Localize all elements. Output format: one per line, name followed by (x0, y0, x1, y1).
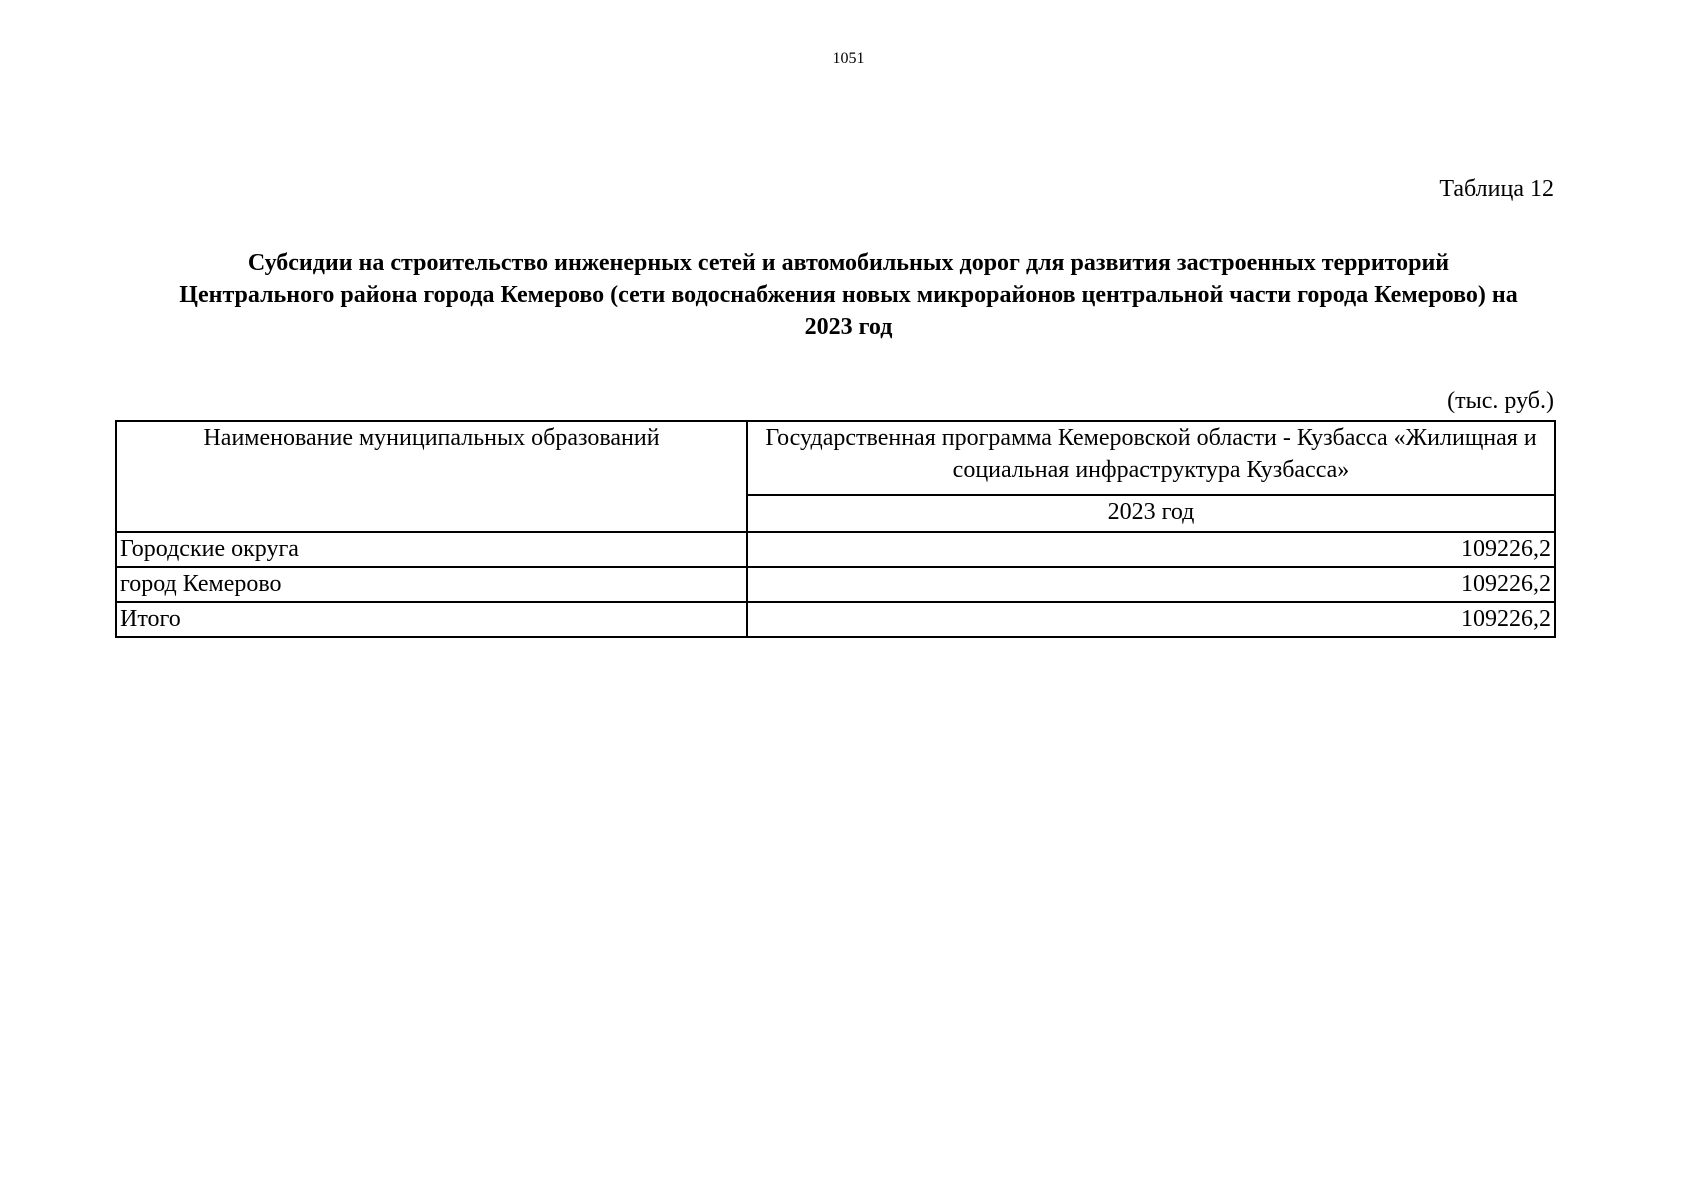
table-label: Таблица 12 (1439, 176, 1554, 202)
header-year: 2023 год (747, 495, 1555, 532)
row-value: 109226,2 (747, 567, 1555, 602)
table-row (116, 602, 1555, 637)
row-name: Городские округа (116, 532, 747, 567)
header-program: Государственная программа Кемеровской области - Кузбасса «Жилищная и социальная инфраструктура Кузбасса» (747, 421, 1555, 495)
table-row (116, 532, 1555, 567)
row-name: Итого (116, 602, 747, 637)
table-row (116, 567, 1555, 602)
row-name: город Кемерово (116, 567, 747, 602)
units-label: (тыс. руб.) (1447, 388, 1554, 414)
subsidy-table (115, 420, 1556, 638)
page-number: 1051 (832, 50, 865, 67)
row-value: 109226,2 (747, 532, 1555, 567)
row-value: 109226,2 (747, 602, 1555, 637)
document-title: Субсидии на строительство инженерных сетей и автомобильных дорог для развития застроенных территорий Центрального района города Кемерово (сети водоснабжения новых микрорайонов центральной части города Кемерово) на 2023 год (179, 250, 1518, 340)
header-municipality: Наименование муниципальных образований (116, 421, 747, 532)
